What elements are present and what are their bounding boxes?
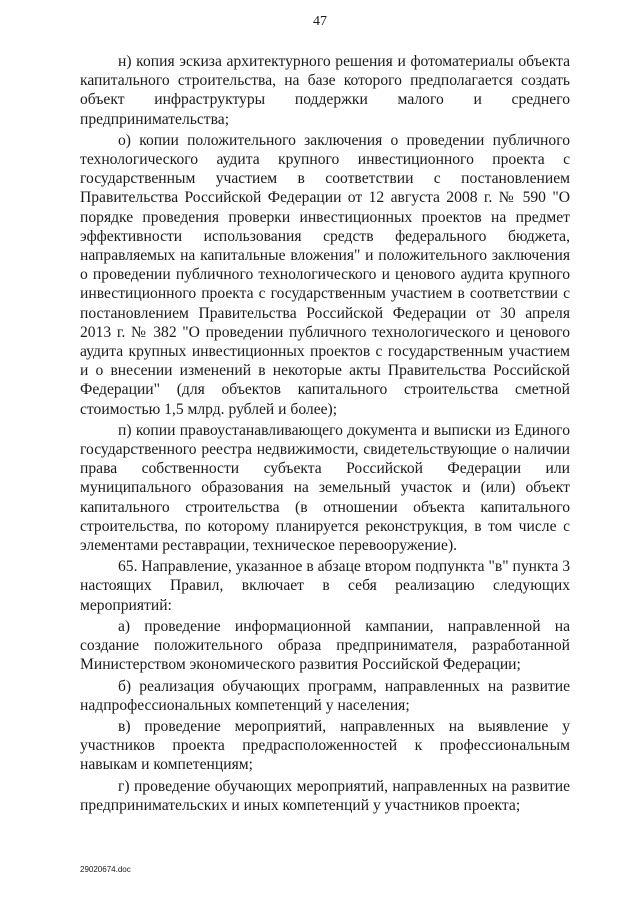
paragraph-b: б) реализация обучающих программ, направленных на развитие надпрофессиональных компетенций у населения;	[80, 677, 570, 714]
page-number: 47	[313, 14, 327, 29]
paragraph-p: п) копии правоустанавливающего документа и выписки из Единого государственного реестра недвижимости, свидетельствующие о наличии права собственности субъекта Российской Федерации или муниципального образования на земельный участок и (или) объект капитального строительства (в отношении объекта капитального строительства, по которому планируется реконструкция, в том числе с элементами реставрации, техническое перевооружение).	[80, 421, 570, 555]
footer-doc-code: 29020674.doc	[80, 865, 131, 874]
paragraph-65: 65. Направление, указанное в абзаце втором подпункта "в" пункта 3 настоящих Правил, включает в себя реализацию следующих мероприятий:	[80, 558, 570, 614]
paragraph-a: а) проведение информационной кампании, направленной на создание положительного образа предпринимателя, разработанной Министерством экономического развития Российской Федерации;	[80, 617, 570, 674]
paragraph-v: в) проведение мероприятий, направленных на выявление у участников проекта предрасположенностей к профессиональным навыкам и компетенциям;	[80, 717, 570, 774]
document-body	[80, 52, 570, 817]
paragraph-g: г) проведение обучающих мероприятий, направленных на развитие предпринимательских и иных компетенций у участников проекта;	[80, 777, 570, 814]
paragraph-o: о) копии положительного заключения о проведении публичного технологического аудита крупного инвестиционного проекта с государственным участием в соответствии с постановлением Правительства Российской Федерации от 12 августа 2008 г. № 590 "О порядке проведения проверки инвестиционных проектов на предмет эффективности использования средств федерального бюджета, направляемых на капитальные вложения" и положительного заключения о проведении публичного технологического и ценового аудита крупного инвестиционного проекта с государственным участием в соответствии с постановлением Правительства Российской Федерации от 30 апреля 2013 г. № 382 "О проведении публичного технологического и ценового аудита крупных инвестиционных проектов с государственным участием и о внесении изменений в некоторые акты Правительства Российской Федерации" (для объектов капитального строительства сметной стоимостью 1,5 млрд. рублей и более);	[80, 131, 570, 418]
paragraph-n: н) копия эскиза архитектурного решения и фотоматериалы объекта капитального строительства, на базе которого предполагается создать объект инфраструктуры поддержки малого и среднего предпринимательства;	[80, 53, 570, 128]
